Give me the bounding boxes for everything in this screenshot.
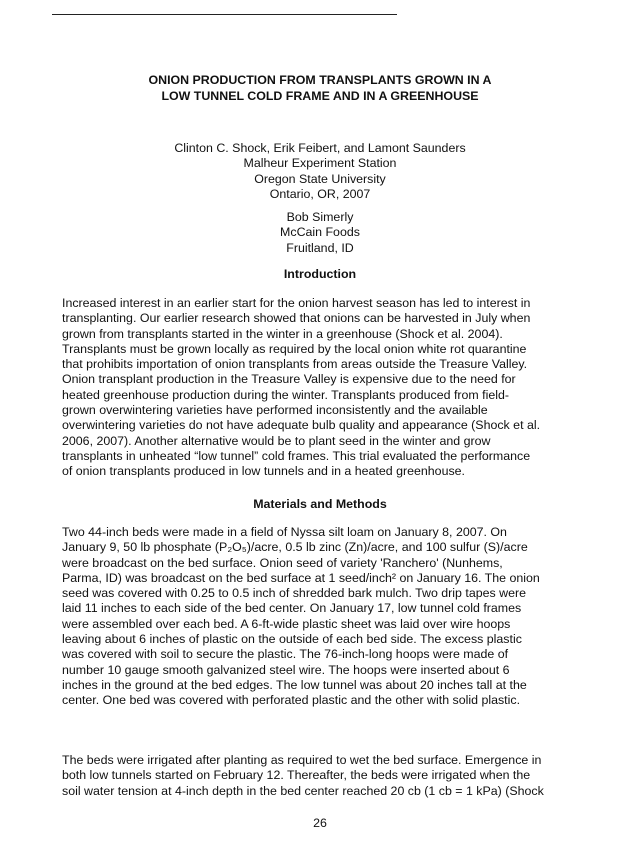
paragraph-line: heated greenhouse production during the winter. Transplants produced from field- (62, 387, 510, 402)
paragraph-line: inches in the ground at the bed edges. The low tunnel was about 20 inches tall at the (62, 677, 527, 692)
paragraph-line: was covered with soil to secure the plastic. The 76-inch-long hoops were made of (62, 647, 509, 662)
author-station: Malheur Experiment Station (243, 156, 397, 171)
paragraph-line: soil water tension at 4-inch depth in the bed center reached 20 cb (1 cb = 1 kPa) (Shock (62, 783, 544, 798)
title-line-2: LOW TUNNEL COLD FRAME AND IN A GREENHOUSE (161, 89, 479, 103)
paragraph-line: transplants in unheated “low tunnel” cold frames. This trial evaluated the performance (62, 448, 531, 463)
author-names: Clinton C. Shock, Erik Feibert, and Lamont Saunders (174, 141, 466, 155)
paragraph-line: Transplants must be grown locally as required by the local onion white rot quarantine (62, 341, 527, 356)
coauthor-location: Fruitland, ID (286, 240, 354, 255)
paragraph-line: both low tunnels started on February 12. Thereafter, the beds were irrigated when the (62, 768, 531, 783)
paragraph-line: were assembled over each bed. A 6-ft-wide plastic sheet was laid over wire hoops (62, 616, 511, 631)
page-number: 26 (313, 816, 327, 830)
paragraph-line: The beds were irrigated after planting as required to wet the bed surface. Emergence in (62, 753, 542, 767)
paragraph-line: seed was covered with 0.25 to 0.5 inch of shredded bark mulch. Two drip tapes were (62, 586, 526, 601)
paragraph-line: number 10 gauge smooth galvanized steel wire. The hoops were inserted about 6 (62, 662, 510, 677)
methods-heading: Materials and Methods (253, 497, 387, 511)
paragraph-line: overwintering varieties do not have adequate bulb quality and appearance (Shock et al. (62, 418, 541, 433)
author-block (80, 141, 560, 202)
paragraph-line: January 9, 50 lb phosphate (P₂O₅)/acre, 0.5 lb zinc (Zn)/acre, and 100 sulfur (S)/acre (62, 540, 528, 555)
paragraph-line: Increased interest in an earlier start for the onion harvest season has led to interest in (62, 296, 531, 310)
paragraph-line: Two 44-inch beds were made in a field of Nyssa silt loam on January 8, 2007. On (62, 525, 507, 539)
coauthor-block (80, 210, 560, 256)
coauthor-company: McCain Foods (280, 225, 360, 240)
paragraph-line: leaving about 6 inches of plastic on the outside of each bed side. The excess plastic (62, 632, 522, 647)
coauthor-name: Bob Simerly (286, 210, 354, 224)
paragraph-line: laid 11 inches to each side of the bed center. On January 17, low tunnel cold frames (62, 601, 522, 616)
paragraph-line: Parma, ID) was broadcast on the bed surface at 1 seed/inch² on January 16. The onion (62, 570, 540, 585)
paragraph-line: of onion transplants produced in low tunnels and in a heated greenhouse. (62, 464, 465, 479)
paragraph-line: Onion transplant production in the Treasure Valley is expensive due to the need for (62, 372, 516, 387)
paragraph-line: that prohibits importation of onion transplants from areas outside the Treasure Valley. (62, 357, 528, 372)
methods-paragraph-1 (62, 525, 582, 709)
author-location: Ontario, OR, 2007 (269, 186, 371, 201)
paper-title (70, 72, 570, 104)
header-rule (52, 14, 397, 15)
paragraph-line: 2006, 2007). Another alternative would be to plant seed in the winter and grow (62, 433, 491, 448)
paragraph-line: were broadcast on the bed surface. Onion seed of variety 'Ranchero' (Nunhems, (62, 555, 503, 570)
paragraph-line: grown from transplants started in the winter in a greenhouse (Shock et al. 2004). (62, 326, 503, 341)
author-university: Oregon State University (254, 171, 386, 186)
paragraph-line: transplanting. Our earlier research showed that onions can be harvested in July when (62, 311, 531, 326)
title-line-1: ONION PRODUCTION FROM TRANSPLANTS GROWN IN A (148, 73, 492, 87)
paragraph-line: grown overwintering varieties have performed inconsistently and the available (62, 403, 488, 418)
methods-paragraph-2 (62, 753, 582, 799)
introduction-heading: Introduction (283, 267, 357, 281)
introduction-paragraph (62, 296, 582, 480)
paragraph-line: center. One bed was covered with perforated plastic and the other with solid plastic. (62, 693, 521, 708)
